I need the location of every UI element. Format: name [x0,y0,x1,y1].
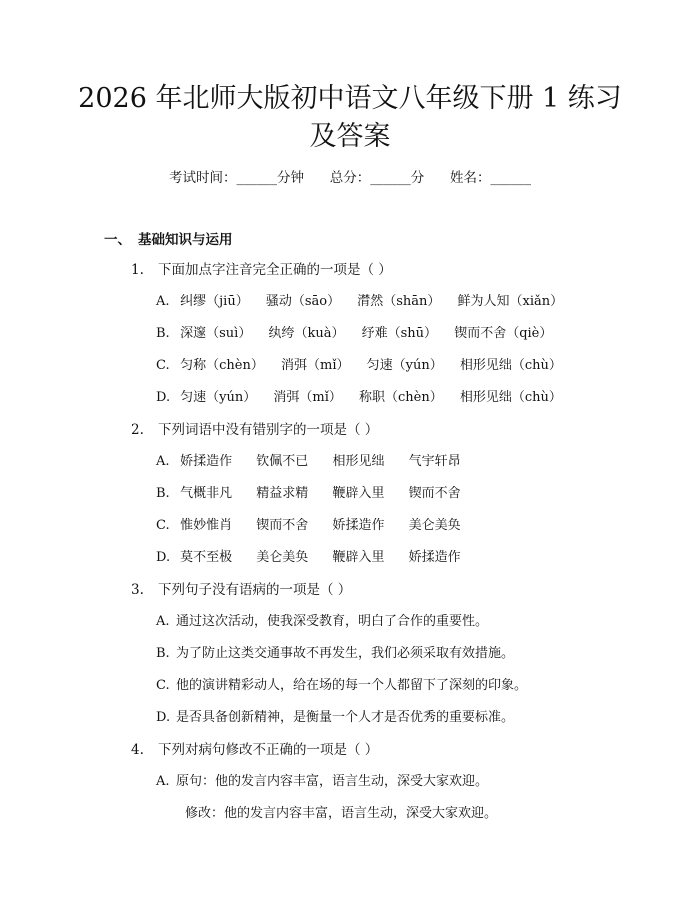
option-letter: B. [156,486,170,501]
option-word: 娇揉造作 [332,518,385,533]
question-3 [131,580,351,600]
question-2 [131,420,378,440]
section-label: 基础知识与运用 [138,232,233,248]
option-letter: B. [156,646,170,661]
option-word: 锲而不舍（qiè） [454,326,553,341]
option-word: 鲜为人知（xiǎn） [457,294,564,309]
option-word: 匀速（yún） [366,358,443,373]
question-number: 3. [131,582,144,598]
q1-option-d [156,388,575,408]
option-word: 气宇轩昂 [408,454,461,469]
question-text: 下列对病句修改不正确的一项是（ ） [158,742,379,758]
q3-option-b [156,644,514,664]
option-word: 娇揉造作 [180,454,233,469]
option-word: 锲而不舍 [256,518,309,533]
q2-option-a [156,452,481,472]
option-word: 鞭辟入里 [332,486,385,501]
option-word: 美仑美奂 [256,550,309,565]
option-word: 钦佩不已 [256,454,309,469]
option-letter: D. [156,550,171,565]
question-text: 下面加点字注音完全正确的一项是（ ） [158,262,392,278]
option-word: 匀速（yún） [180,390,257,405]
option-word: 鞭辟入里 [332,550,385,565]
option-word: 匀称（chèn） [180,358,264,373]
q2-option-b [156,484,481,504]
option-letter: B. [156,326,170,341]
option-text: 他的演讲精彩动人，给在场的每一个人都留下了深刻的印象。 [176,678,528,693]
option-word: 消弭（mǐ） [281,358,350,373]
option-letter: A. [156,454,170,469]
option-word: 纾难（shū） [361,326,438,341]
option-text: 是否具备创新精神，是衡量一个人才是否优秀的重要标准。 [176,710,515,725]
section-heading [104,230,233,250]
q1-option-a [156,292,576,312]
q1-option-b [156,324,565,344]
option-letter: A. [156,614,170,629]
option-word: 娇揉造作 [408,550,461,565]
option-word: 消弭（mǐ） [273,390,342,405]
option-letter: D. [156,710,171,725]
option-letter: A. [156,294,170,309]
option-word: 相形见绌（chù） [459,390,562,405]
question-number: 1. [131,262,144,278]
option-text: 原句：他的发言内容丰富，语言生动，深受大家欢迎。 [176,774,489,789]
title-line-1: 2026 年北师大版初中语文八年级下册 1 练习 [78,83,622,114]
exam-meta-line: 考试时间：______分钟 总分：______分 姓名：______ [169,170,531,186]
option-word: 相形见绌（chù） [459,358,562,373]
q1-option-c [156,356,575,376]
option-word: 精益求精 [256,486,309,501]
question-number: 4. [131,742,144,758]
option-letter: C. [156,678,170,693]
option-text: 为了防止这类交通事故不再发生，我们必须采取有效措施。 [176,646,515,661]
page-title [0,80,700,156]
option-letter: D. [156,390,171,405]
question-number: 2. [131,422,144,438]
option-word: 锲而不舍 [408,486,461,501]
title-line-2: 及答案 [309,121,391,152]
question-text: 下列句子没有语病的一项是（ ） [158,582,352,598]
q3-option-a [156,612,488,632]
option-word: 纠缪（jiū） [180,294,249,309]
option-text: 通过这次活动，使我深受教育，明白了合作的重要性。 [176,614,489,629]
option-word: 惟妙惟肖 [180,518,233,533]
option-word: 潸然（shān） [357,294,441,309]
question-text: 下列词语中没有错别字的一项是（ ） [158,422,379,438]
option-word: 气概非凡 [180,486,233,501]
option-word: 美仑美奂 [408,518,461,533]
option-word: 纨绔（kuà） [268,326,345,341]
q2-option-d [156,548,481,568]
q2-option-c [156,516,481,536]
q3-option-c [156,676,527,696]
option-letter: A. [156,774,170,789]
option-letter: C. [156,358,170,373]
q4-option-a-revision: 修改：他的发言内容丰富，语言生动，深受大家欢迎。 [185,806,498,821]
question-4 [131,740,378,760]
option-word: 深邃（suì） [180,326,252,341]
q4-option-a [156,772,488,792]
option-word: 骚动（sāo） [265,294,341,309]
section-number: 一、 [104,232,131,248]
option-letter: C. [156,518,170,533]
option-word: 莫不至极 [180,550,233,565]
question-1 [131,260,392,280]
option-word: 称职（chèn） [359,390,443,405]
option-word: 相形见绌 [332,454,385,469]
q3-option-d [156,708,514,728]
